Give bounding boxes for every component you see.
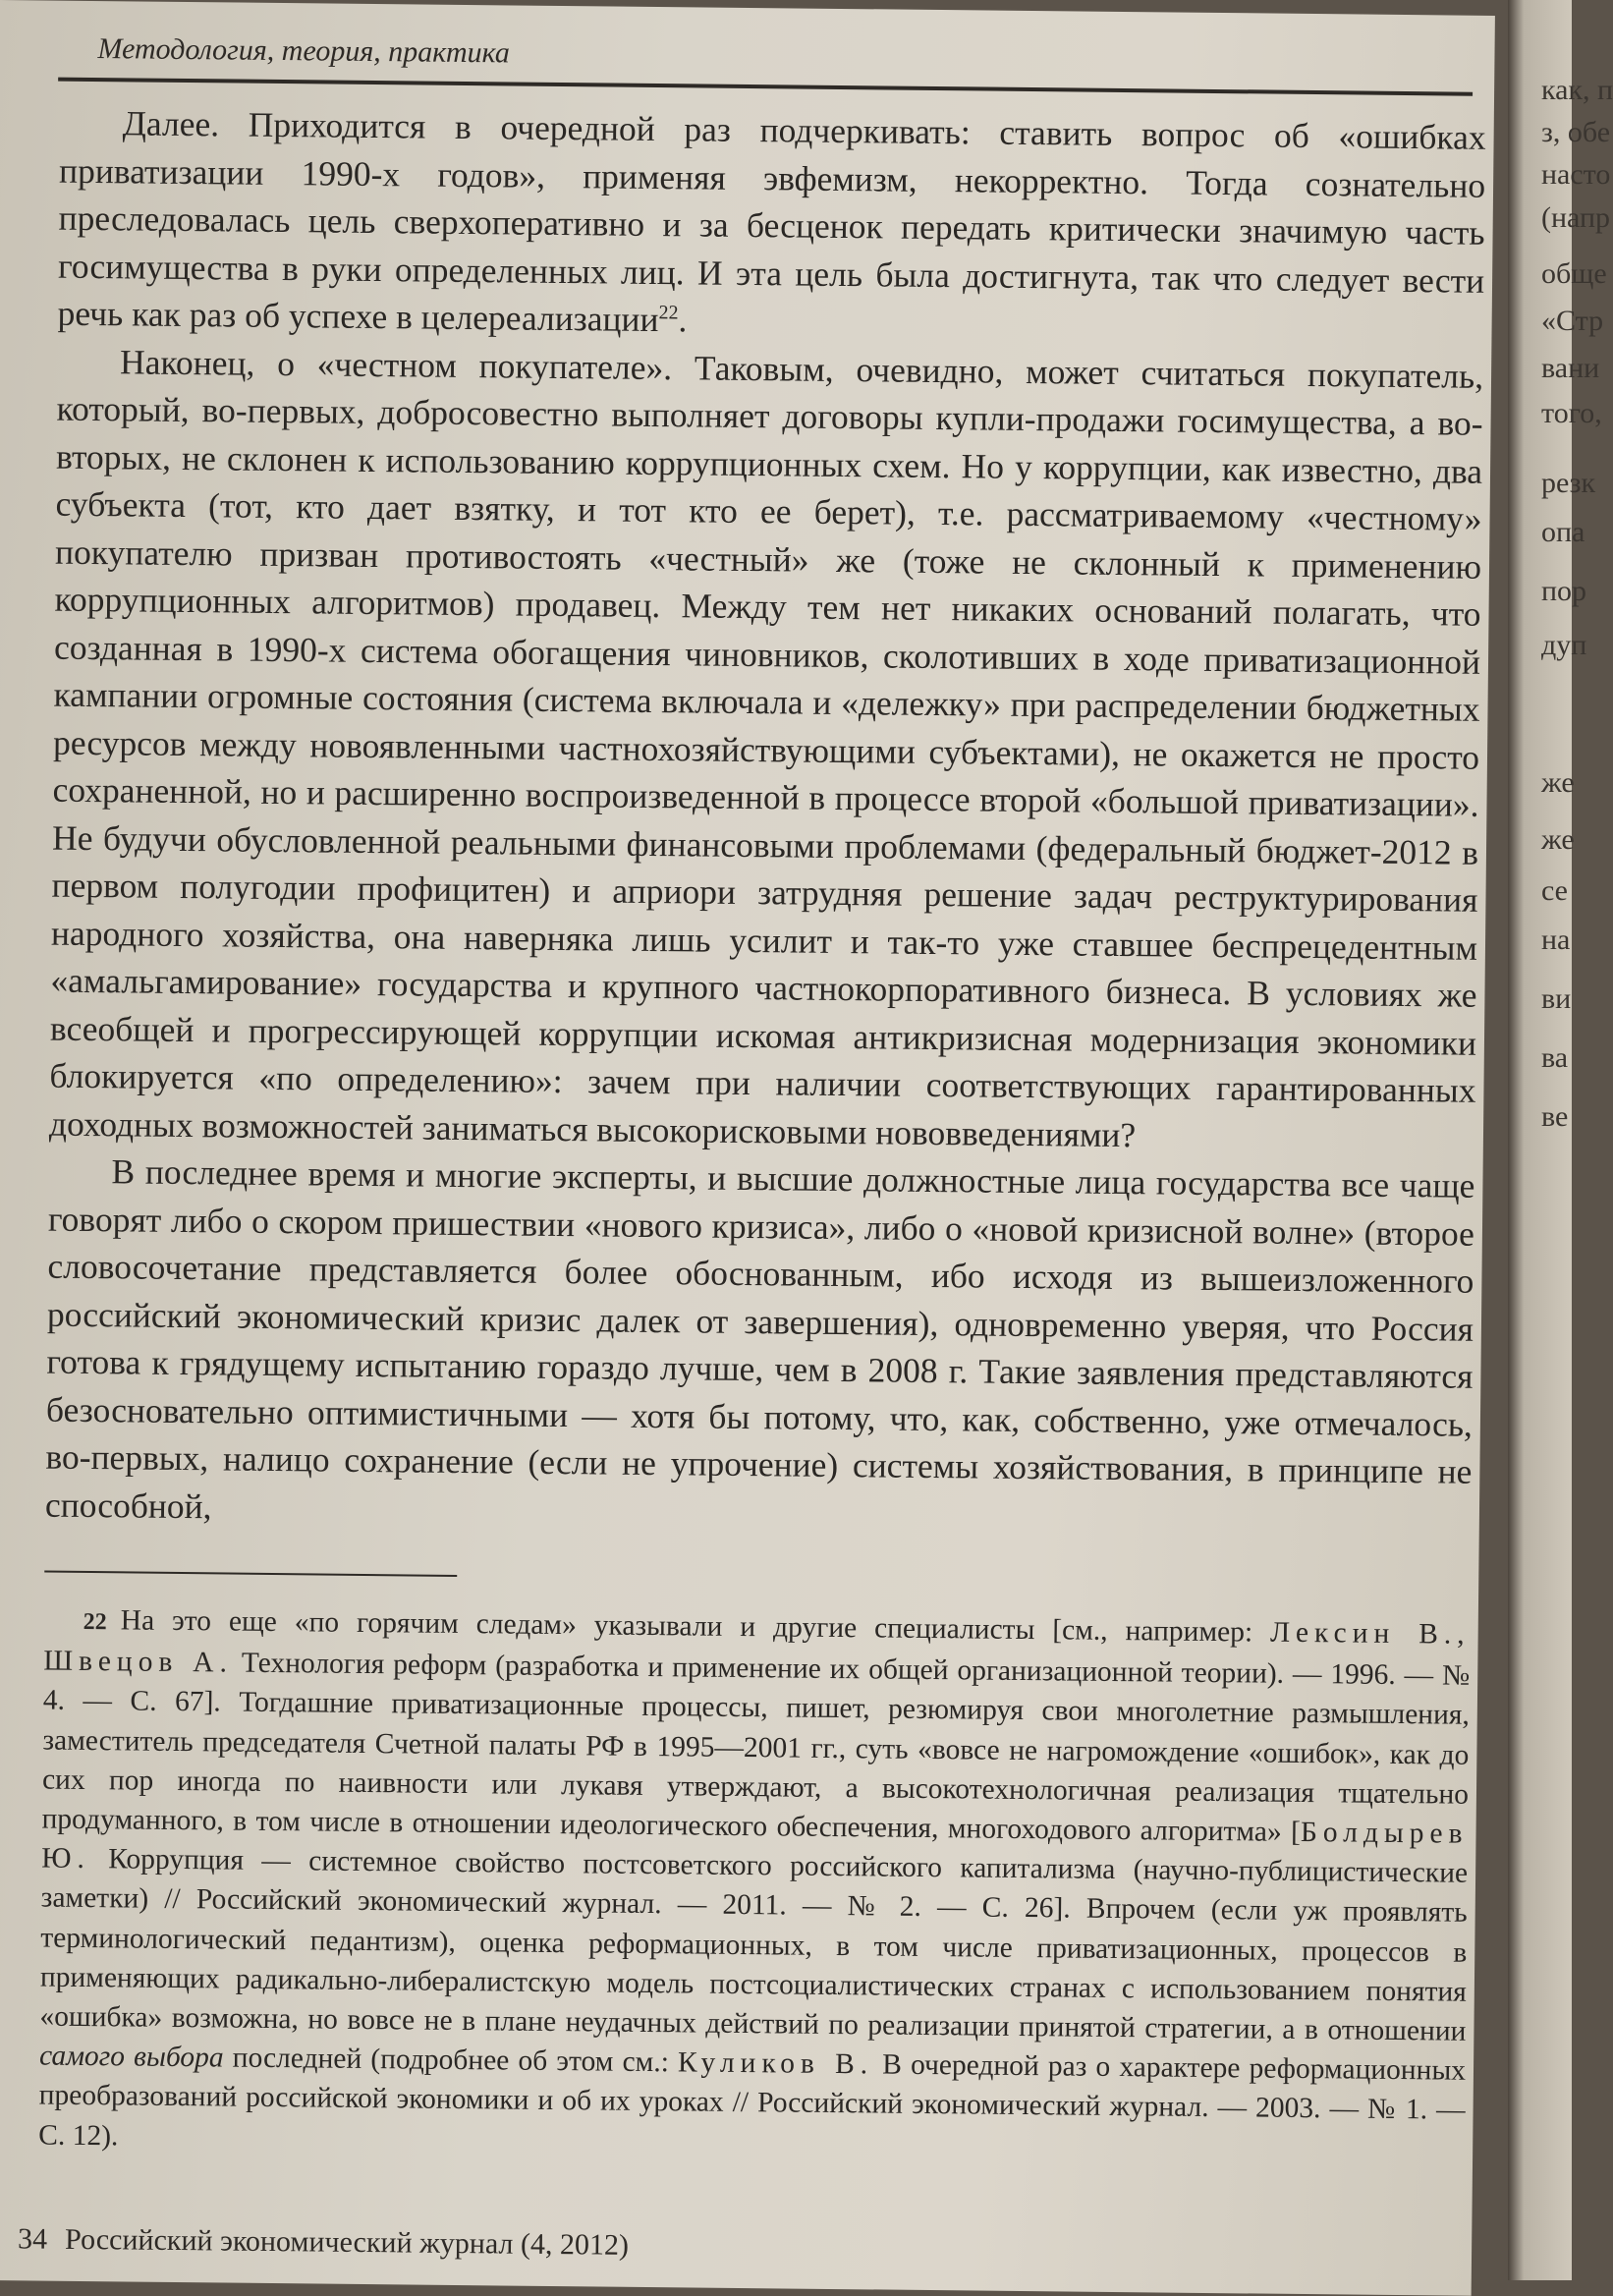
- paragraph-1-text: Далее. Приходится в очередной раз подчеркивать: ставить вопрос об «ошибках приватизации 1990-х годов», применяя эвфемизм, некорректно. Тогда сознательно преследовалась цель сверхоперативно и за бесценок передать критически значимую часть госимущества в руки определенных лиц. И эта цель была достигнута, так что следует вести речь как раз об успехе в целереализации: [57, 103, 1486, 340]
- paragraph-3: В последнее время и многие эксперты, и высшие должностные лица государства все чаще говорят либо о скором пришествии «нового кризиса», либо о «новой кризисной волне» (второе словосочетание представляется более обоснованным, ибо исходя из вышеизложенного российский экономический кризис далек от завершения), одновременно уверяя, что Россия готова к грядущему испытанию гораздо лучше, чем в 2008 г. Такие заявления представляются безосновательно оптимистичными — хотя бы потому, что, как, собственно, уже отмечалось, во-первых, налицо сохранение (если не упрочение) системы хозяйствования, в принципе не способной,: [44, 1151, 1475, 1526]
- adjacent-page-fragment: ви: [1541, 982, 1572, 1015]
- footnote-seg4: последней (подробнее об этом см.:: [223, 2042, 679, 2079]
- adjacent-page-fragment: ва: [1541, 1041, 1569, 1074]
- section-header: Методология, теория, практика: [97, 32, 511, 70]
- main-text: [45, 99, 1486, 1543]
- adjacent-page-fragment: пор: [1541, 575, 1587, 607]
- adjacent-page-fragment: ве: [1541, 1100, 1569, 1133]
- adjacent-page-fragment: того,: [1541, 397, 1602, 429]
- adjacent-page-fragment: же: [1541, 766, 1575, 799]
- footnote-22: [38, 1600, 1471, 2170]
- adjacent-page-fragment: обще: [1541, 257, 1607, 290]
- paragraph-2: Наконец, о «честном покупателе». Таковым, очевидно, может считаться покупатель, который, во-первых, добросовестно выполняет договоры купли-продажи госимущества, а во-вторых, не склонен к использованию коррупционных схем. Но у коррупции, как известно, два субъекта (тот, кто дает взятку, и тот кто ее берет), т.е. рассматриваемому «честному» покупателю призван противостоять «честный» же (тоже не склонный к применению коррупционных алгоритмов) продавец. Между тем нет никаких оснований полагать, что созданная в 1990-х система обогащения чиновников, сколотивших в ходе приватизационной кампании огромные состояния (система включала и «дележку» при распределении бюджетных ресурсов между новоявленными частнохозяйствующими субъектами), не окажется не просто сохраненной, но и расширенно воспроизведенной в процессе второй «большой приватизации». Не будучи обусловленной реальными финансовыми проблемами (федеральный бюджет-2012 в первом полугодии профицитен) и априори затрудняя решение задач реструктурирования народного хозяйства, она наверняка лишь усилит и так-то уже ставшее беспрецедентным «амальгамирование» государства и крупного частнокорпоративного бизнеса. В условиях же всеобщей и прогрессирующей коррупции искомая антикризисная модернизация экономики блокируется «по определению»: зачем при наличии соответствующих гарантированных доходных возможностей заниматься высокорисковыми нововведениями?: [48, 341, 1484, 1154]
- adjacent-page-fragment: же: [1541, 823, 1575, 856]
- paragraph-1: [57, 99, 1485, 353]
- footnote-author-1: Лексин В., Швецов А.: [43, 1616, 1471, 1679]
- footnote-italic: самого выбора: [38, 2040, 224, 2074]
- adjacent-page-edge: [1508, 0, 1613, 2280]
- paragraph-1-end: .: [678, 300, 688, 340]
- adjacent-page-fragment: резк: [1541, 467, 1596, 499]
- adjacent-page-fragment: з, обе: [1541, 116, 1611, 148]
- page-footer: [18, 2222, 629, 2263]
- footnote-seg5: В очередной раз о характере реформационных преобразований российской экономики и об их уроках // Российский экономический журнал. — 2003. — № 1. — С. 12).: [38, 2048, 1467, 2153]
- adjacent-page-fragment: как, п: [1541, 74, 1613, 106]
- adjacent-page-fragment: (напр: [1541, 201, 1611, 234]
- footnote-seg2: Технология реформ (разработка и применение их общей организационной теории). — 1996. — № 4. — С. 67]. Тогдашние приватизационные процессы, пишет, резюмируя свои многолетние размышления, заместитель председателя Счетной палаты РФ в 1995—2001 гг., суть «вовсе не нагромождение «ошибок», как до сих пор иногда по наивности или лукавя утверждают, а высокотехнологичная реализация тщательно продуманного, в том числе в отношении идеологического обеспечения, многоходового алгоритма» [: [41, 1647, 1471, 1848]
- adjacent-page-fragment: «Стр: [1541, 305, 1604, 337]
- footnote-divider: [44, 1571, 457, 1577]
- header-rule: [58, 78, 1473, 96]
- footnote-seg1: На это еще «по горячим следам» указывали и другие специалисты [см., например:: [120, 1604, 1271, 1649]
- footnote-text: [38, 1600, 1471, 2170]
- footnote-author-2: Болдырев Ю.: [41, 1816, 1469, 1876]
- adjacent-page-fragment: опа: [1541, 516, 1585, 548]
- journal-title: Российский экономический журнал (4, 2012): [64, 2222, 630, 2262]
- footnote-seg3: Коррупция — системное свойство постсоветского российского капитализма (научно-публицистические заметки) // Российский экономический журнал. — 2011. — № 2. — С. 26]. Впрочем (если уж проявлять терминологический педантизм), оценка реформационных, в том числе приватизационных, процессов в применяющих радикально-либералистскую модель постсоциалистических странах с использованием понятия «ошибка» возможна, но вовсе не в плане неудачных действий по реализации принятой стратегии, а в отношении: [39, 1843, 1469, 2047]
- adjacent-page-fragment: насто: [1541, 158, 1611, 191]
- page-number: 34: [17, 2222, 48, 2256]
- footnote-author-3: Куликов В.: [677, 2046, 874, 2081]
- adjacent-page-fragment: се: [1541, 874, 1568, 907]
- adjacent-page-fragment: вани: [1541, 352, 1600, 384]
- footnote-ref-22[interactable]: 22: [658, 302, 679, 324]
- footnote-number: 22: [83, 1608, 107, 1636]
- adjacent-page-fragment: на: [1541, 924, 1571, 956]
- adjacent-page-fragment: дуп: [1541, 629, 1587, 661]
